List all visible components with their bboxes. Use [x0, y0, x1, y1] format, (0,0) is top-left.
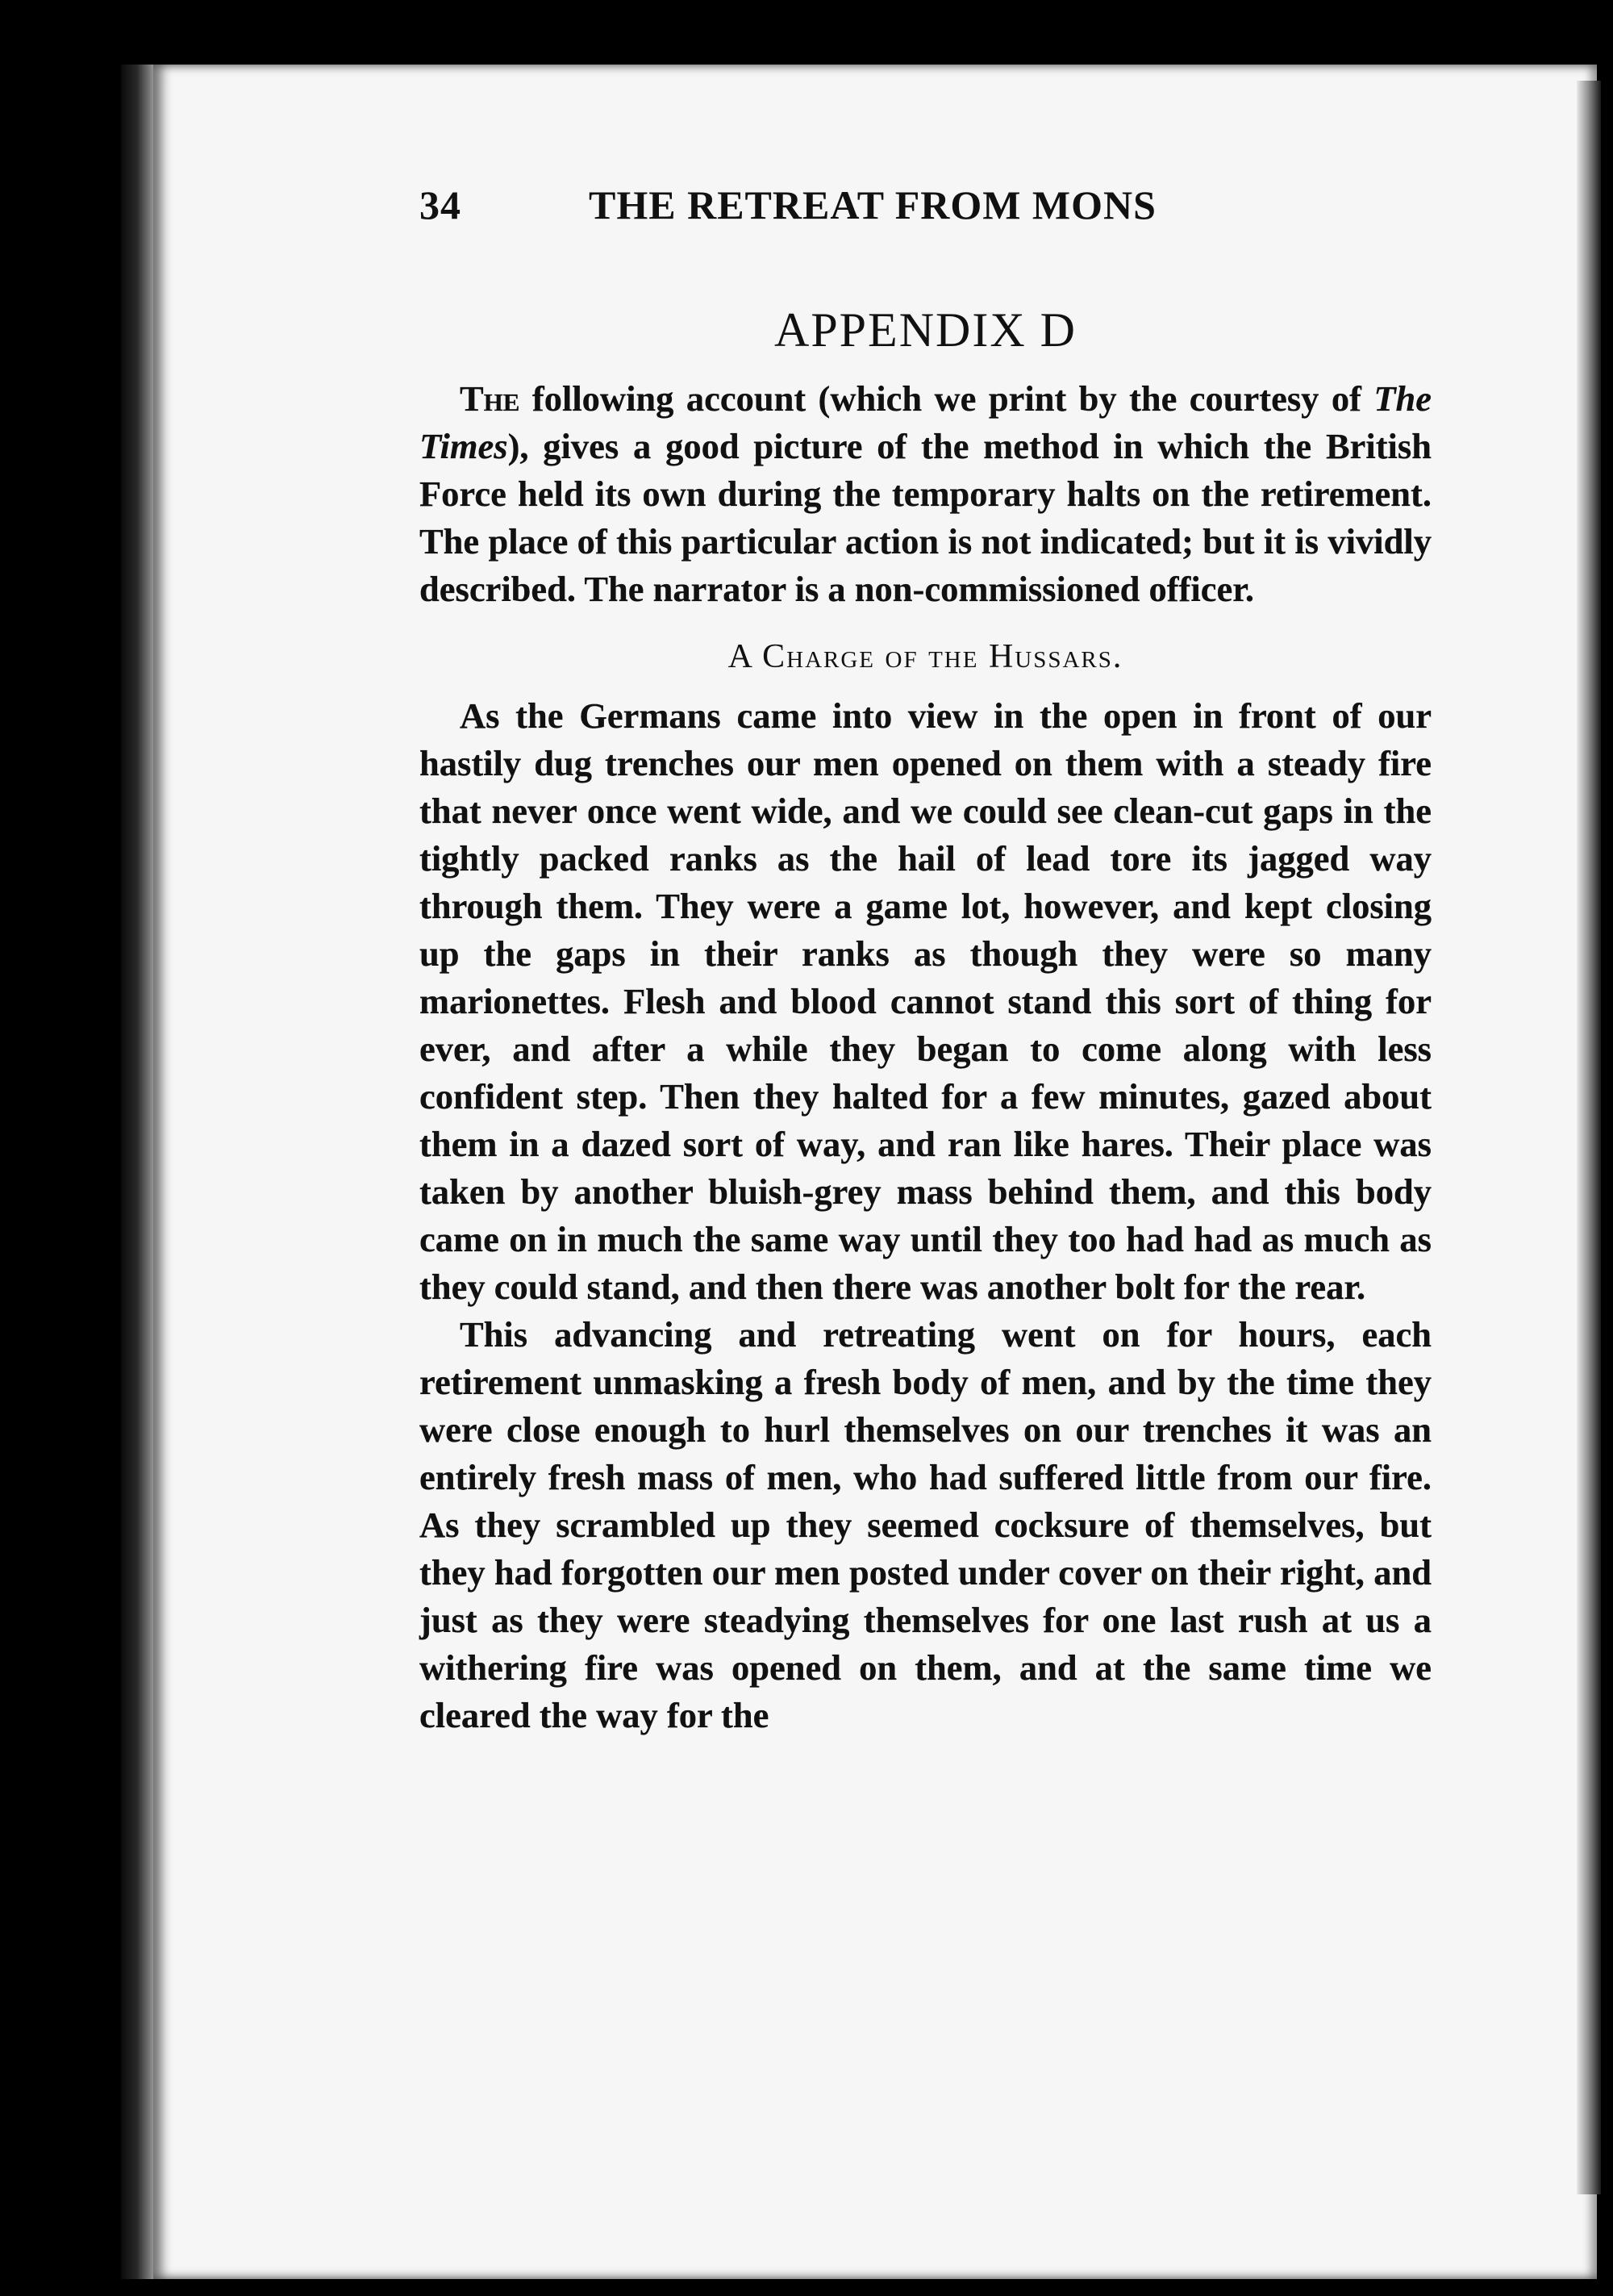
- intro-italic-title: The Times: [419, 378, 1432, 466]
- intro-paragraph: [419, 375, 1432, 613]
- intro-lead-word: The: [460, 378, 520, 419]
- page-text-block: [419, 182, 1432, 1739]
- section-heading: A Charge of the Hussars.: [727, 638, 1123, 675]
- running-head: [419, 182, 1432, 246]
- appendix-title: APPENDIX D: [773, 303, 1077, 357]
- body-paragraph-2: This advancing and retreating went on for hours, each retirement unmasking a fresh body of men, and by the time they were close enough to hurl themselves on our trenches it was an entirely fresh mass of men, who had suffered little from our fire. As they scrambled up they seemed cocksure of themselves, but they had forgotten our men posted under cover on their right, and just as they were steadying themselves for one last rush at us a withering fire was opened on them, and at the same time we cleared the way for the: [419, 1314, 1432, 1735]
- page-number: 34: [419, 182, 461, 228]
- intro-text-1: following account (which we print by the courtesy of: [519, 378, 1374, 419]
- page-right-edge: [1577, 81, 1601, 2194]
- running-head-title: THE RETREAT FROM MONS: [589, 182, 1157, 228]
- body-paragraph-1: As the Germans came into view in the open in front of our hastily dug trenches our men opened on them with a steady fire that never once went wide, and we could see clean-cut gaps in the tightly packed ranks as the hail of lead tore its jagged way through them. They were a game lot, however, and kept closing up the gaps in their ranks as though they were so many marionettes. Flesh and blood cannot stand this sort of thing for ever, and after a while they began to come along with less confident step. Then they halted for a few minutes, gazed about them in a dazed sort of way, and ran like hares. Their place was taken by another bluish-grey mass behind them, and this body came on in much the same way until they too had had as much as they could stand, and then there was another bolt for the rear.: [419, 695, 1432, 1307]
- intro-text-2: ), gives a good picture of the method in which the British Force held its own during the temporary halts on the retirement. The place of this particular action is not indicated; but it is vividly described. The narrator is a non-commissioned officer.: [419, 426, 1432, 609]
